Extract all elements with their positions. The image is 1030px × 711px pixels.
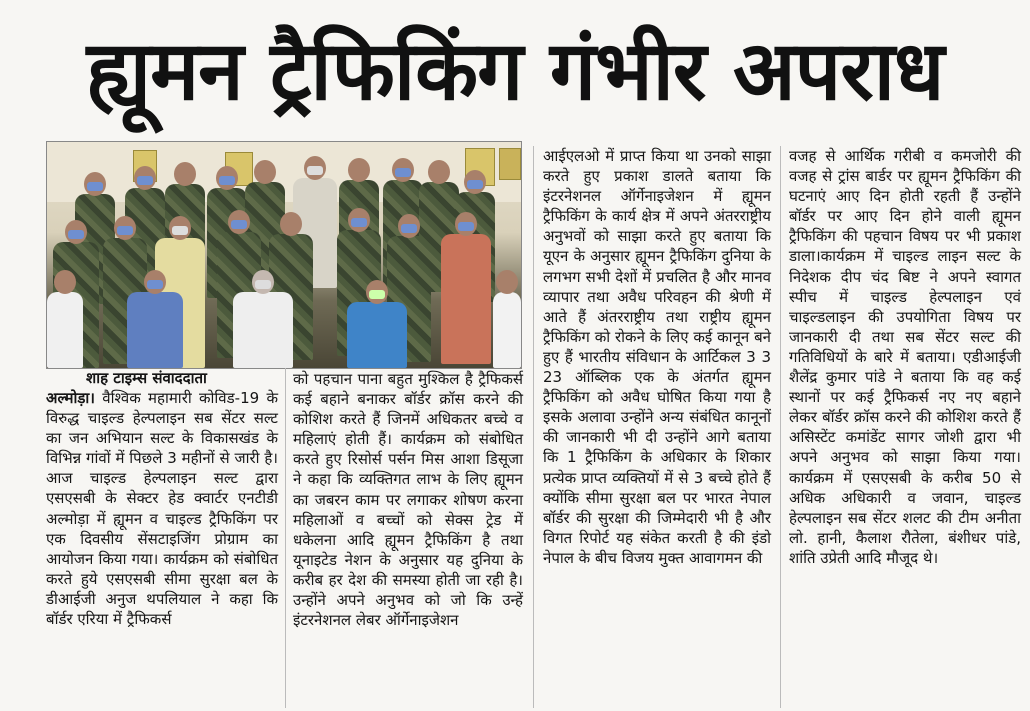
article-column-3 [543, 146, 771, 568]
column-rule [780, 146, 781, 708]
photo-poster [499, 148, 521, 180]
column-text: आईएलओ में प्राप्त किया था उनको साझा करते हुए प्रकाश डालते बताया कि इंटरनेशनल ऑर्गेनाइजेशन में ह्यूमन ट्रैफिकिंग के कार्य क्षेत्र में अपने अंतरराष्ट्रीय अनुभवों को साझा करते हुए बताया कि यूएन के अनुसार ह्यूमन ट्रैफिकिंग दुनिया के लगभग सभी देशों में प्रचलित है और मानव व्यापार तथा अवैध परिवहन की श्रेणी में आते हैं अंतरराष्ट्रीय तथा राष्ट्रीय ह्यूमन ट्रैफिकिंग को रोकने के लिए कई कानून बने हुए हैं भारतीय संविधान के आर्टिकल 3 3 23 ऑब्लिक एक के अंतर्गत ह्यूमन ट्रैफिकिंग को अवैध घोषित किया गया है इसके अलावा उन्होंने अन्य संबंधित कानूनों की जानकारी भी दी उन्होंने आगे बताया कि 1 ट्रैफिकिंग के अधिकार के शिकार प्रत्येक प्राप्त व्यक्तियों में से 3 बच्चे होते हैं क्योंकि सीमा सुरक्षा बल पर भारत नेपाल बॉर्डर की सुरक्षा की जिम्मेदारी भी है और विगत रिपोर्ट यह संकेत करती है की इंडो नेपाल के बीच विजय मुक्त आवागमन की [543, 147, 771, 567]
group-photo [46, 141, 522, 369]
byline: शाह टाइम्स संवाददाता [86, 369, 207, 387]
person [493, 292, 521, 368]
person [441, 234, 491, 364]
person [233, 292, 293, 368]
column-rule [533, 146, 534, 708]
article-column-1 [46, 388, 278, 629]
person [347, 302, 407, 368]
column-text: वजह से आर्थिक गरीबी व कमजोरी की वजह से ट्रांस बार्डर पर ह्यूमन ट्रैफिकिंग की घटनाएं आए दिन होती रहती हैं उन्होंने बॉर्डर पर आए दिन होने वाली ह्यूमन ट्रैफिकिंग की पहचान विषय पर भी प्रकाश डाला।कार्यक्रम में चाइल्ड लाइन सल्ट के निदेशक दीप चंद बिष्ट ने अपने स्वागत स्पीच में चाइल्ड हेल्पलाइन एवं चाइल्डलाइन की उपयोगिता विषय पर जानकारी दी तथा सब सेंटर सल्ट की गतिविधियों के बारे में बताया। एडीआईजी शैलेंद्र कुमार पांडे ने बताया कि वह कई स्थानों पर कई ट्रैफिकर्स नए नए बहाने लेकर बॉर्डर क्रॉस करने की कोशिश करते हैं असिस्टेंट कमांडेंट सागर जोशी द्वारा भी अपने अनुभव को साझा किया गया। कार्यक्रम में एसएसबी के करीब 50 से अधिक अधिकारी व जवान, चाइल्ड हेल्पलाइन सब सेंटर शलट की टीम अनीता लो. हानी, कैलाश रौतेला, बंशीधर पांडे, शांति उप्रेती आदि मौजूद थे। [789, 147, 1021, 567]
dateline: अल्मोड़ा। [46, 389, 95, 407]
person [127, 292, 183, 368]
headline: ह्यूमन ट्रैफिकिंग गंभीर अपराध [86, 24, 944, 119]
article-column-4 [789, 146, 1021, 568]
article-column-2 [293, 369, 523, 630]
person [47, 292, 83, 368]
column-text: वैश्विक महामारी कोविड-19 के विरुद्ध चाइल्ड हेल्पलाइन सब सेंटर सल्ट का जन अभियान सल्ट के विकासखंड के विभिन्न गांवों में पिछले 3 महीनों से जारी है। आज चाइल्ड हेल्पलाइन सल्ट द्वारा एसएसबी के सेक्टर हेड क्वार्टर एनटीडी अल्मोड़ा में ह्यूमन व चाइल्ड ट्रैफिकिंग पर एक दिवसीय सेंसटाइजिंग प्रोग्राम का आयोजन किया गया। कार्यक्रम को संबोधित करते हुये एसएसबी सीमा सुरक्षा बल के डीआईजी अनुज थपलियाल ने कहा कि बॉर्डर एरिया में ट्रैफिकर्स [46, 389, 278, 629]
column-rule [285, 368, 286, 708]
column-text: को पहचान पाना बहुत मुश्किल है ट्रैफिकर्स कई बहाने बनाकर बॉर्डर क्रॉस करने की कोशिश करते हैं जिनमें अधिकतर बच्चे व महिलाएं होती हैं। कार्यक्रम को संबोधित करते हुए रिसोर्स पर्सन मिस आशा डिसूजा ने कहा कि व्यक्तिगत लाभ के लिए ह्यूमन का जबरन काम पर लगाकर शोषण करना महिलाओं व बच्चों को सेक्स ट्रेड में धकेलना आदि ह्यूमन ट्रैफिकिंग है तथा यूनाइटेड नेशन के अनुसार यह दुनिया के करीब हर देश की समस्या होती जा रही है। उन्होंने अपने अनुभव को जो कि उन्हें इंटरनेशनल लेबर ऑर्गेनाइजेशन [293, 370, 523, 630]
